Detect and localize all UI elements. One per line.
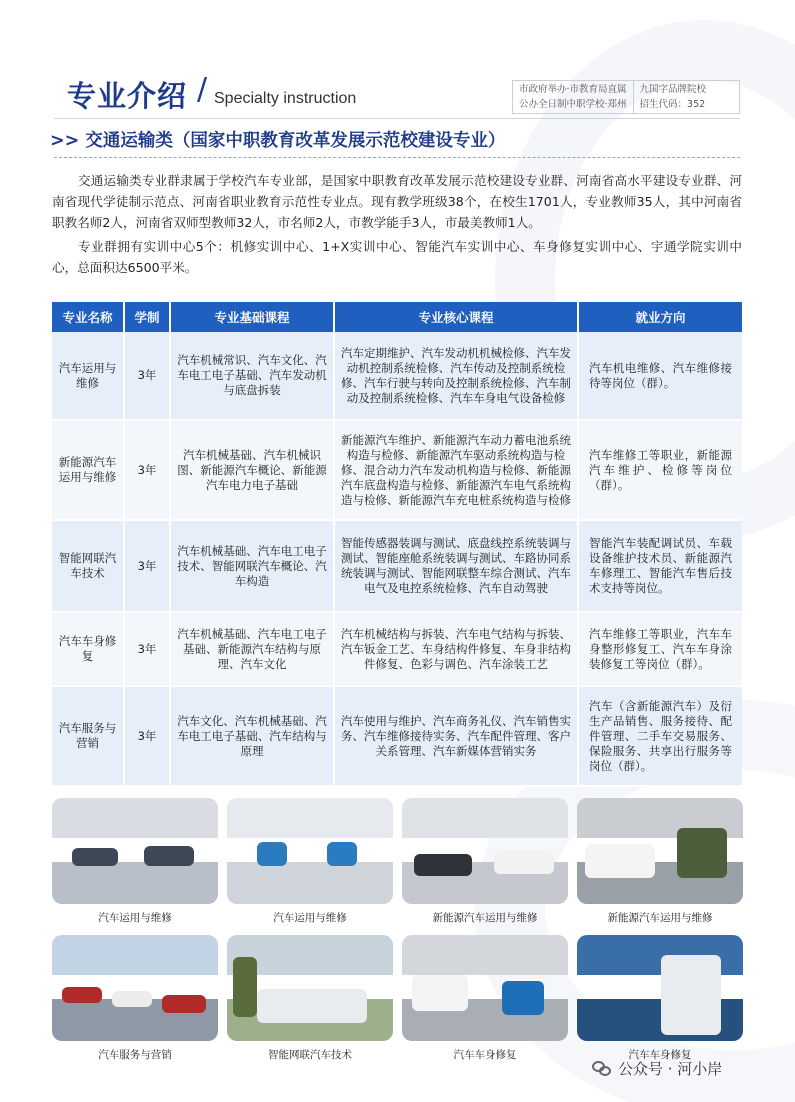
photo-caption: 汽车车身修复 [628,1049,692,1061]
intro-paragraph: 交通运输类专业群隶属于学校汽车专业部，是国家中职教育改革发展示范校建设专业群、河南省高水平建设专业群、河南省现代学徒制示范点、河南省职业教育示范性专业点。现有教学班级38个，在校生1701人，专业教师35人，其中河南省职教名师2人，河南省双师型教师32人，市名师2人，市教学能手3人，市最美教师1人。 [52,173,742,230]
column-header: 专业名称 [52,302,124,332]
core-courses: 智能传感器装调与测试、底盘线控系统装调与测试、智能座舱系统装调与测试、车路协同系统装调与测试、智能网联整车综合测试、汽车电气及电控系统检修、汽车自动驾驶 [334,520,578,612]
major-name: 汽车服务与营销 [52,686,124,786]
photo-car [112,991,152,1007]
watermark-text: 公众号 · 河小岸 [618,1060,723,1078]
school-info-line: 市政府举办·市教育局直属 [519,84,627,95]
photo-lift [327,842,357,866]
photo-car [414,854,472,876]
training-photo [227,935,393,1041]
school-info-box [512,80,740,114]
photo-caption: 汽车车身修复 [453,1049,517,1061]
core-courses: 汽车机械结构与拆装、汽车电气结构与拆装、汽车钣金工艺、车身结构件修复、车身非结构件修复、色彩与调色、汽车涂装工艺 [334,612,578,686]
photo-floor [52,862,218,904]
basic-courses: 汽车机械基础、汽车电工电子基础、新能源汽车结构与原理、汽车文化 [170,612,334,686]
basic-courses: 汽车机械基础、汽车机械识图、新能源汽车概论、新能源汽车电力电子基础 [170,420,334,520]
training-photo [402,798,568,904]
section-title: >> 交通运输类（国家中职教育改革发展示范校建设专业） [50,131,506,151]
major-years: 3年 [124,520,170,612]
basic-courses: 汽车机械常识、汽车文化、汽车电工电子基础、汽车发动机与底盘拆装 [170,332,334,420]
photo-caption: 新能源汽车运用与维修 [607,912,713,924]
school-info-right [633,81,713,113]
page-subtitle: Specialty instruction [214,90,357,107]
photo-caption: 汽车运用与维修 [98,912,172,924]
photo-car [412,975,468,1011]
photo-ceiling [52,935,218,975]
basic-courses: 汽车机械基础、汽车电工电子技术、智能网联汽车概论、汽车构造 [170,520,334,612]
training-photo [52,798,218,904]
photo-caption: 新能源汽车运用与维修 [432,912,538,924]
training-photo [577,798,743,904]
title-slash: / [197,72,208,107]
header-divider [54,118,740,119]
photo-car [144,846,194,866]
photo-tool-cabinet [502,981,544,1015]
photo-students [677,828,727,878]
photo-car [585,844,655,878]
school-info-line: 招生代码：352 [639,99,706,110]
training-photo [577,935,743,1041]
career-direction: 汽车维修工等职业，汽车车身整形修复工、汽车车身涂装修复工等岗位（群）。 [578,612,742,686]
watermark [592,1058,722,1079]
column-header: 学制 [124,302,170,332]
career-direction: 汽车机电维修、汽车维修接待等岗位（群）。 [578,332,742,420]
photo-caption: 智能网联汽车技术 [268,1049,352,1061]
major-years: 3年 [124,612,170,686]
career-direction: 汽车（含新能源汽车）及衍生产品销售、服务接待、配件管理、二手车交易服务、保险服务、共享出行服务等岗位（群）。 [578,686,742,786]
major-name: 智能网联汽车技术 [52,520,124,612]
photo-lift [257,842,287,866]
major-table [52,302,742,787]
photo-floor [227,862,393,904]
training-photo [402,935,568,1041]
core-courses: 新能源汽车维护、新能源汽车动力蓄电池系统构造与检修、新能源汽车驱动系统构造与检修、混合动力汽车发动机构造与检修、新能源汽车底盘构造与检修、新能源汽车电气系统构造与检修、新能源汽车充电桩系统构造与检修 [334,420,578,520]
photo-model-city [257,989,367,1023]
core-courses: 汽车定期维护、汽车发动机机械检修、汽车发动机控制系统检修、汽车传动及控制系统检修、汽车行驶与转向及控制系统检修、汽车制动及控制系统检修、汽车车身电气设备检修 [334,332,578,420]
photo-car [72,848,118,866]
photo-painter [661,955,721,1035]
training-photo [52,935,218,1041]
major-years: 3年 [124,332,170,420]
major-years: 3年 [124,420,170,520]
photo-car [494,850,554,874]
photo-car [162,995,206,1013]
photo-ceiling [52,798,218,838]
major-years: 3年 [124,686,170,786]
career-direction: 汽车维修工等职业，新能源汽车维护、检修等岗位（群）。 [578,420,742,520]
school-info-line: 公办全日制中职学校·郑州 [519,99,627,110]
table-row [52,332,742,420]
table-row [52,420,742,520]
photo-car [62,987,102,1003]
photo-ceiling [402,935,568,975]
section-divider [54,157,740,158]
major-name: 新能源汽车运用与维修 [52,420,124,520]
photo-ceiling [402,798,568,838]
intro-text [52,170,742,278]
page-title: 专业介绍 [67,79,188,113]
intro-paragraph: 专业群拥有实训中心5个：机修实训中心、1+X实训中心、智能汽车实训中心、车身修复实训中心、宇通学院实训中心，总面积达6500平米。 [52,239,742,275]
table-row [52,612,742,686]
photo-caption: 汽车服务与营销 [98,1049,172,1061]
training-photo [227,798,393,904]
wechat-icon [592,1060,612,1078]
photo-students [233,957,257,1017]
career-direction: 智能汽车装配调试员、车载设备维护技术员、新能源汽车修理工、智能汽车售后技术支持等岗位。 [578,520,742,612]
major-name: 汽车运用与维修 [52,332,124,420]
major-name: 汽车车身修复 [52,612,124,686]
core-courses: 汽车使用与维护、汽车商务礼仪、汽车销售实务、汽车维修接待实务、汽车配件管理、客户关系管理、汽车新媒体营销实务 [334,686,578,786]
table-row [52,520,742,612]
school-info-line: 九国字品牌院校 [639,84,707,95]
school-info-left [513,81,633,113]
column-header: 专业基础课程 [170,302,334,332]
table-row [52,686,742,786]
basic-courses: 汽车文化、汽车机械基础、汽车电工电子基础、汽车结构与原理 [170,686,334,786]
table-header-row [52,302,742,332]
column-header: 就业方向 [578,302,742,332]
photo-ceiling [227,798,393,838]
photo-caption: 汽车运用与维修 [273,912,347,924]
column-header: 专业核心课程 [334,302,578,332]
